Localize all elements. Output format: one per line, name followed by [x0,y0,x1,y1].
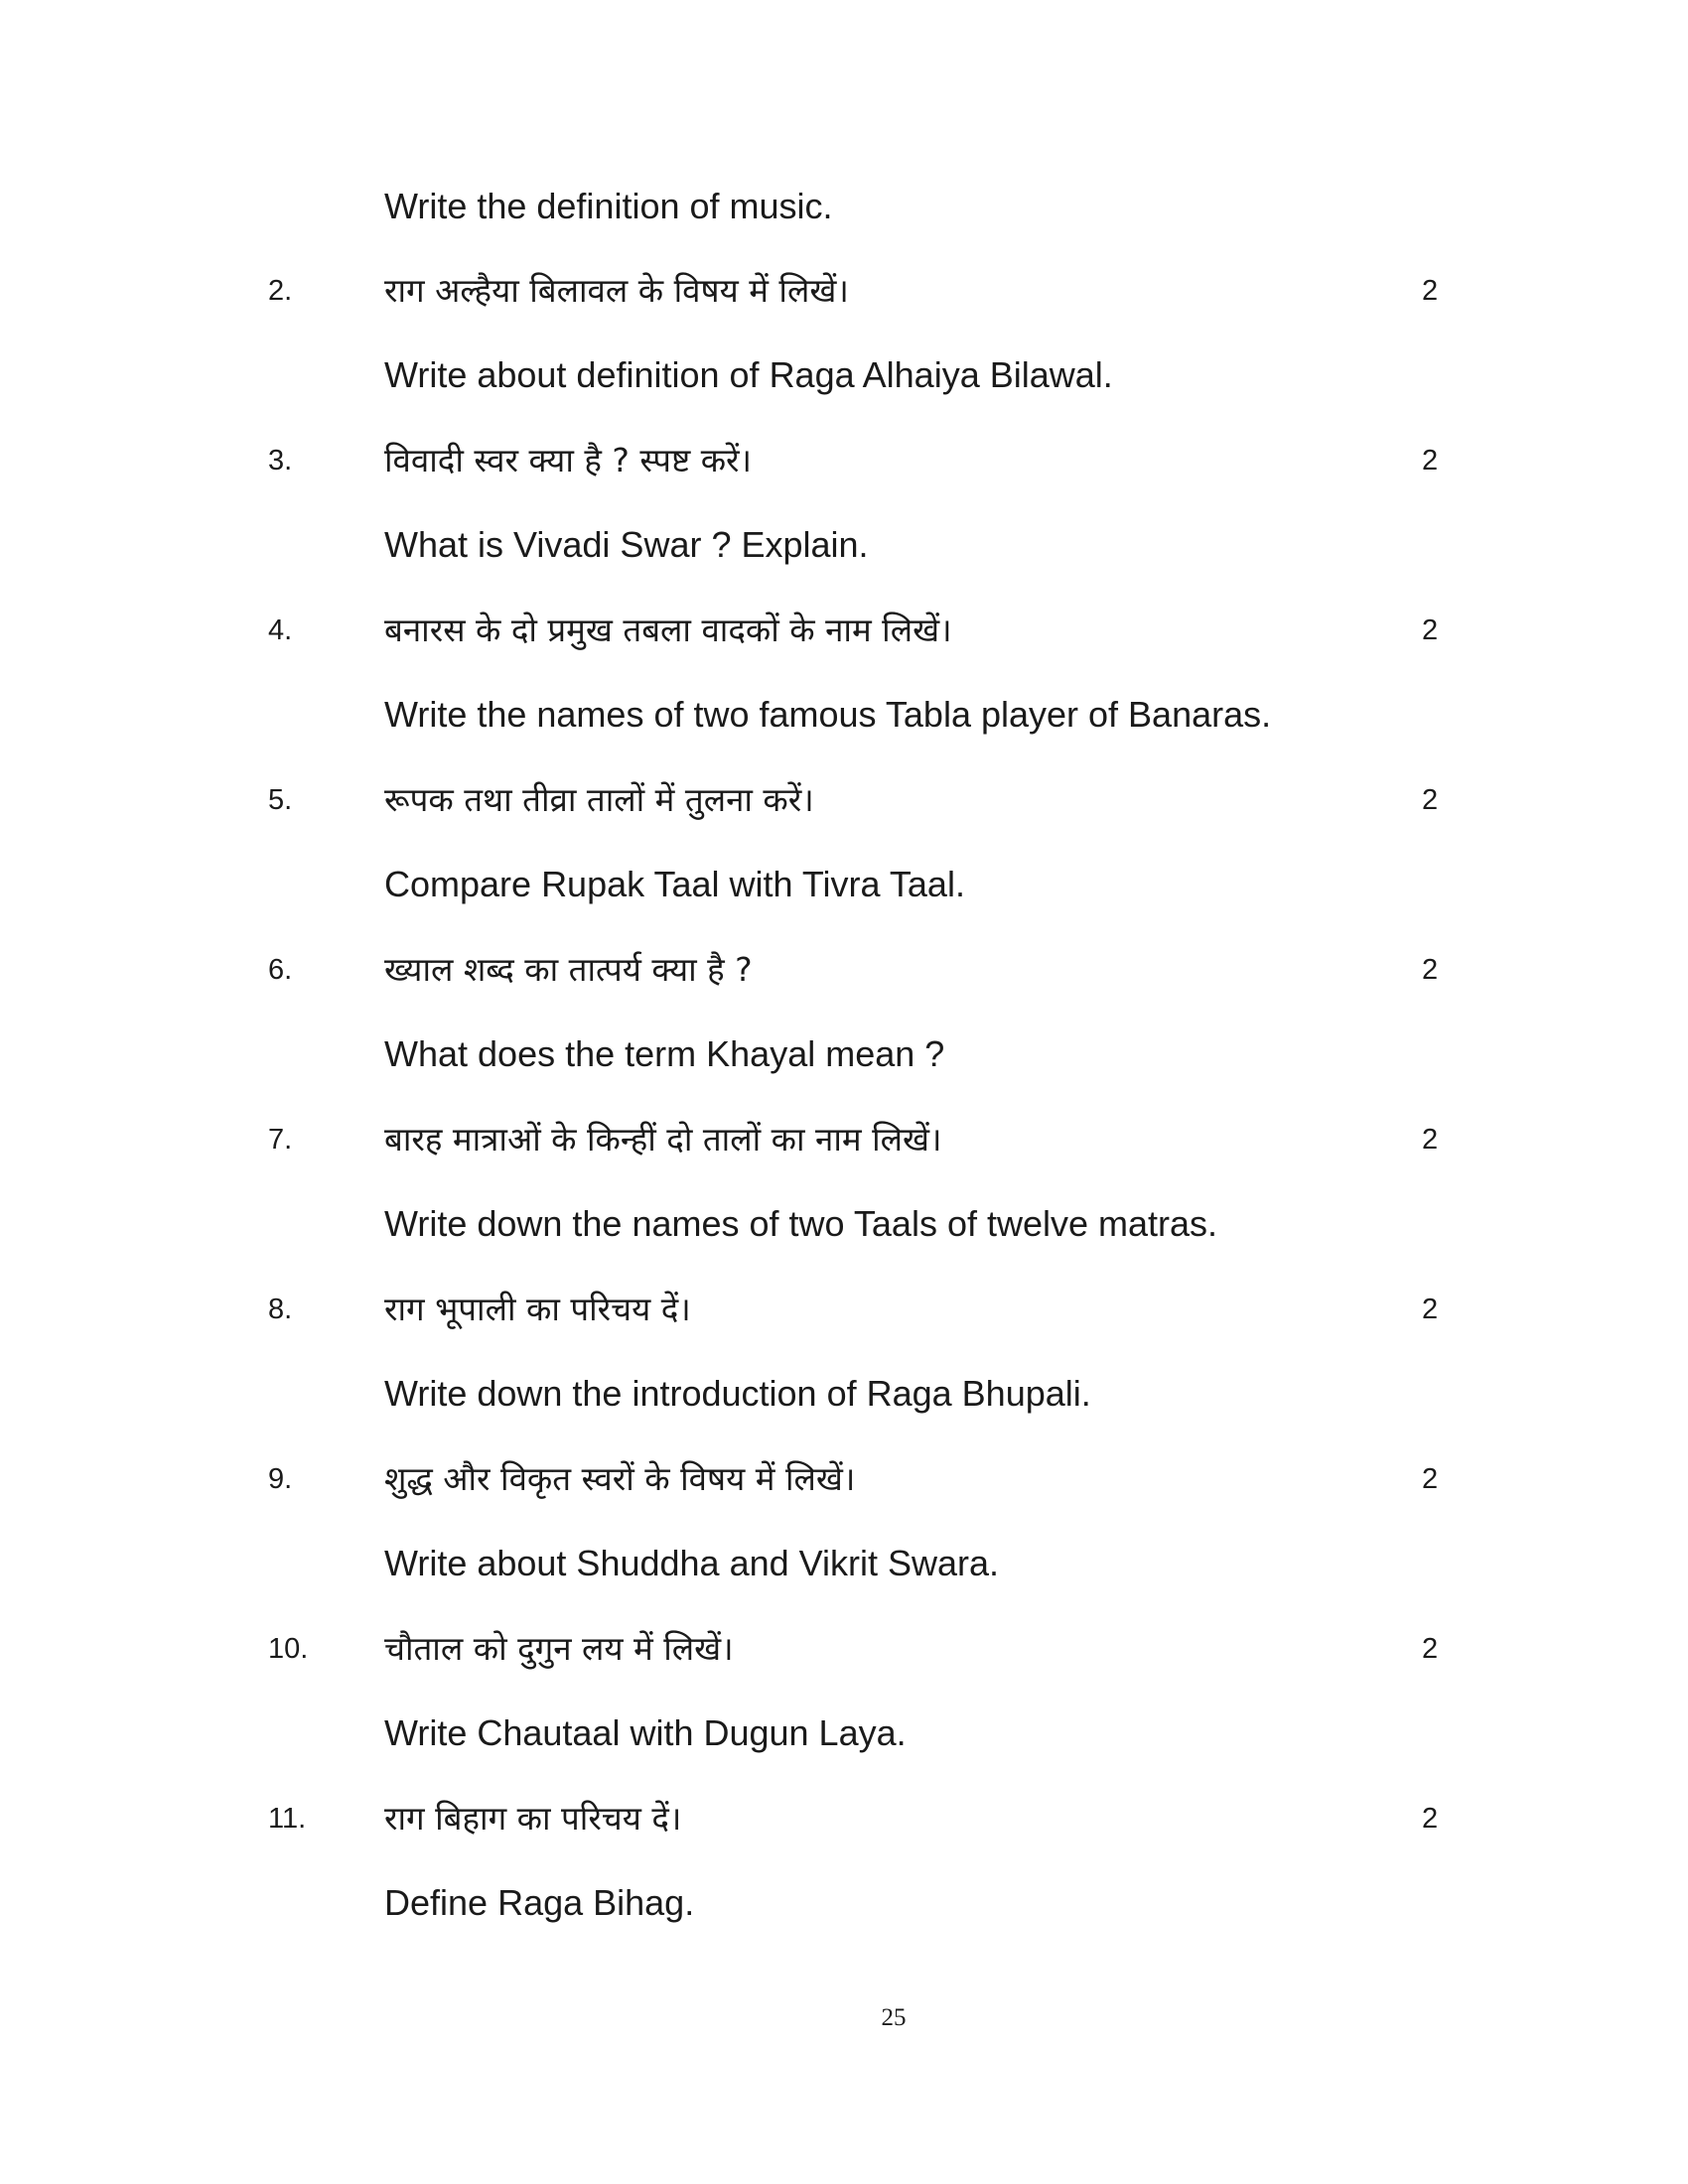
question-english: Write about definition of Raga Alhaiya Bilawal. [384,354,1113,395]
question-marks: 2 [1422,1633,1439,1665]
question-number: 9. [268,1463,293,1495]
question-number: 3. [268,445,293,477]
question-marks: 2 [1422,1294,1439,1325]
question-hindi: ख्याल शब्द का तात्पर्य क्या है ? [384,950,753,989]
question-english: Define Raga Bihag. [384,1882,695,1923]
question-hindi: रूपक तथा तीव्रा तालों में तुलना करें। [384,780,814,819]
question-marks: 2 [1422,954,1439,986]
question-english: Write Chautaal with Dugun Laya. [384,1712,907,1753]
question-marks: 2 [1422,784,1439,816]
question-hindi: शुद्ध और विकृत स्वरों के विषय में लिखें। [384,1459,856,1498]
question-number: 10. [268,1633,309,1665]
question-number: 8. [268,1294,293,1325]
question-marks: 2 [1422,275,1439,307]
question-hindi: बारह मात्राओं के किन्हीं दो तालों का नाम लिखें। [384,1120,942,1159]
question-number: 5. [268,784,293,816]
question-hindi: राग अल्हैया बिलावल के विषय में लिखें। [384,271,849,310]
question-hindi: विवादी स्वर क्या है ? स्पष्ट करें। [384,441,753,479]
question-english: Write the names of two famous Tabla player of Banaras. [384,694,1272,735]
question-english: Compare Rupak Taal with Tivra Taal. [384,864,965,904]
question-marks: 2 [1422,614,1439,646]
question-english: What does the term Khayal mean ? [384,1033,945,1074]
question-english: Write about Shuddha and Vikrit Swara. [384,1543,1000,1583]
question-hindi: चौताल को दुगुन लय में लिखें। [384,1629,734,1668]
question-number: 4. [268,614,293,646]
question-english: Write down the names of two Taals of twelve matras. [384,1203,1218,1244]
question-number: 6. [268,954,293,986]
question-number: 2. [268,275,293,307]
question-hindi: बनारस के दो प्रमुख तबला वादकों के नाम लिखें। [384,611,952,649]
question-english: What is Vivadi Swar ? Explain. [384,524,869,565]
question-marks: 2 [1422,445,1439,477]
question-number: 11. [268,1803,307,1835]
question-number: 7. [268,1124,293,1156]
question-marks: 2 [1422,1124,1439,1156]
question-marks: 2 [1422,1463,1439,1495]
page-number: 25 [881,2004,907,2031]
intro-question-english: Write the definition of music. [384,186,833,226]
question-hindi: राग बिहाग का परिचय दें। [384,1799,682,1838]
question-marks: 2 [1422,1803,1439,1835]
question-hindi: राग भूपाली का परिचय दें। [384,1290,691,1328]
question-english: Write down the introduction of Raga Bhupali. [384,1373,1091,1414]
